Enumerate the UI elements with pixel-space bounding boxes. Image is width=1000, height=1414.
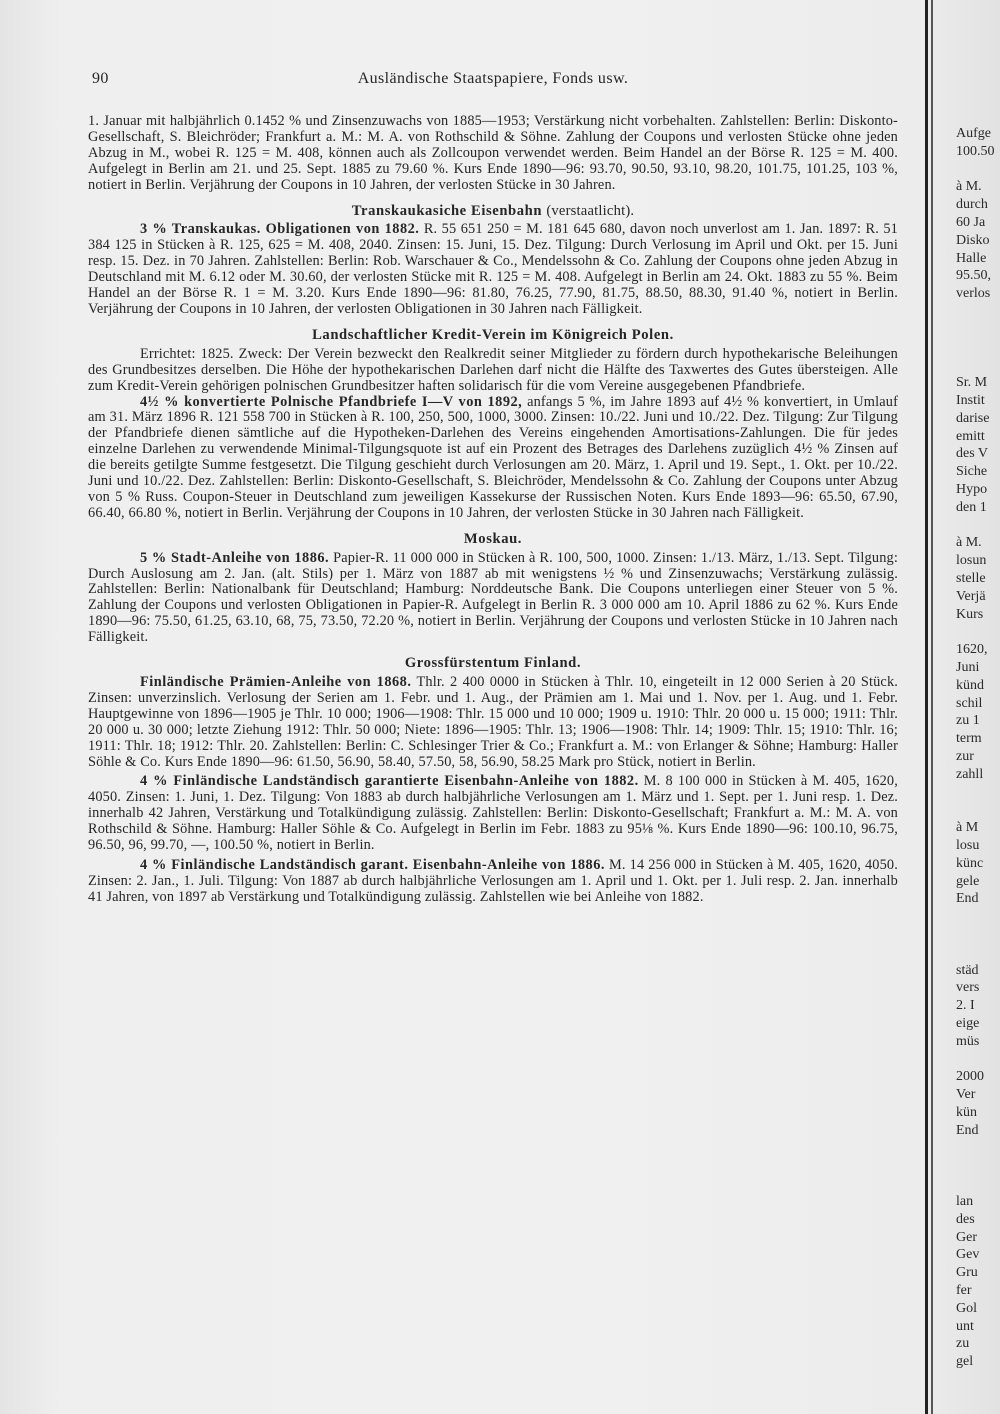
section-heading-grossfuerstentum-finland: Grossfürstentum Finland. <box>404 655 582 672</box>
adjacent-page-fragment: vers <box>956 980 980 996</box>
adjacent-page-fragment: kün <box>956 1105 977 1120</box>
adjacent-page-fragment: zur <box>956 749 974 764</box>
adjacent-page-fragment: 60 Ja <box>956 215 986 230</box>
adjacent-page-fragment: 2. I <box>956 998 975 1014</box>
adjacent-page-fragment: à M. <box>956 179 982 195</box>
adjacent-page-fragment: zahll <box>956 766 984 782</box>
adjacent-page-fragment: Verjä <box>956 588 986 604</box>
section-heading-landschaftlicher-kredit-verein: Landschaftlicher Kredit-Verein im Königreich Polen. <box>312 326 674 343</box>
adjacent-page-fragment: Gev <box>956 1247 980 1263</box>
adjacent-page-fragment: lan <box>956 1194 974 1209</box>
page-number: 90 <box>92 70 109 87</box>
entry-text: Papier-R. 11 000 000 in Stücken à R. 100, 500, 1000. Zinsen: 1./13. März, 1./13. Sept. Tilgung: Durch Auslosung am 2. Jan. (alt. Stils) per 1. März von 1887 ab mit wenigstens ½ % und Zinsenzuwachs; Verstärkung zulässig. Zahlstellen: Berlin: Nationalbank für Deutschland; Hamburg: Norddeutsche Bank. Die Coupons unterliegen einer Steuer von 5 %. Zahlung der Coupons und verlosten Obligationen in Papier-R. Aufgelegt in Berlin R. 3 000 000 am 10. April 1886 zu 62 %. Kurs Ende 1890—96: 75.50, 61.25, 63.10, 68, 75, 73.50, 72.20 %, notiert in Berlin. Verjährung der Coupons und verlosten Stücke in 10 Jahren nach Fälligkeit. <box>88 549 898 646</box>
entry-text: M. 14 256 000 in Stücken à M. 405, 1620, 4050. Zinsen: 2. Jan., 1. Juli. Tilgung: Von 1887 ab durch halbjährliche Verlosungen am 1. April und 1. Okt. per 1. Juli resp. 2. Jan. innerhalb 41 Jahren, von 1897 ab Verstärkung und Totalkündigung zulässig. Zahlstellen wie bei Anleihe von 1882. <box>88 856 898 905</box>
adjacent-page-fragment: den 1 <box>956 499 987 515</box>
entry-text: M. 8 100 000 in Stücken à M. 405, 1620, 4050. Zinsen: 1. Juni, 1. Dez. Tilgung: Von 1883 ab durch halbjährliche Verlosungen am 1. März und 1. Sept. per 1. Juni resp. 1. Dez. innerhalb 42 Jahren, Verstärkung und Totalkündigung zulässig. Zahlstellen: Berlin: Diskonto-Gesellschaft; Frankfurt a. M.: M. A. von Rothschild & Söhne. Hamburg: Haller Söhle & Co. Aufgelegt in Berlin im Febr. 1883 zu 95⅛ %. Kurs Ende 1890—96: 100.10, 96.75, 96.50, 96, 99.70, —, 100.50 %, notiert in Berlin. <box>88 773 898 854</box>
entry-text: anfangs 5 %, im Jahre 1893 auf 4½ % konvertiert, in Umlauf am 31. März 1896 R. 121 558 700 in Stücken à R. 100, 250, 500, 1000, 3000. Zinsen: 10./22. Juni und 10./22. Dez. Tilgung: Zur Tilgung der Pfandbriefe dienen sämtliche auf die Hypotheken-Darlehen des Vereins eingehenden Amortisations-Zahlungen. Die für jedes einzelne Darlehen zu verwendende Minimal-Tilgungsquote ist auf ein Prozent des Betrages des Darlehens zuzüglich 4½ % Zinsen auf die bereits getilgte Summe festgesetzt. Die Tilgung geschieht durch Verlosungen am 20. März, 1. April und 19. Sept., 1. Okt. per 10./22. Juni und 10./22. Dez. Zahlstellen: Berlin: Diskonto-Gesellschaft, S. Bleichröder, Mendelssohn & Co. Zahlung der Coupons unter Abzug von 5 % Russ. Coupon-Steuer in Deutschland zum jeweiligen Kassekurse der Russischen Noten. Kurs Ende 1893—96: 65.50, 67.90, 66.40, 66.80 %, notiert in Berlin. Verjährung der Coupons in 10 Jahren, der verlosten Stücke in 30 Jahren nach Fälligkeit. <box>88 393 899 521</box>
adjacent-page-fragment: Siche <box>956 464 988 480</box>
page-header <box>88 70 898 96</box>
adjacent-page-fragment: künd <box>956 677 984 693</box>
adjacent-page-fragment: gel <box>956 1354 974 1370</box>
adjacent-page-fragment: stelle <box>956 571 986 586</box>
adjacent-page-fragment: städ <box>956 962 979 978</box>
adjacent-page-fragment: Ger <box>956 1229 977 1245</box>
section-heading-transkaukasiche-eisenbahn <box>88 204 898 220</box>
adjacent-page-fragment: fer <box>956 1283 972 1298</box>
entry-text: R. 55 651 250 = M. 181 645 680, davon noch unverlost am 1. Jan. 1897: R. 51 384 125 in Stücken à R. 125, 625 = M. 408, 2040. Zinsen: 15. Juni, 15. Dez. Tilgung: Durch Verlosung im April und Okt. per 15. Juni resp. 15. Dez. in 70 Jahren. Zahlstellen: Berlin: Rob. Warschauer & Co., Mendelssohn & Co. Zahlung der Coupons ohne jeden Abzug in Deutschland mit M. 6.12 oder M. 30.60, der verlosten Stücke mit R. 125 = M. 408. Aufgelegt in Berlin am 24. Okt. 1883 zu 55 %. Beim Handel an der Börse R. 1 = M. 3.20. Kurs Ende 1890—96: 81.80, 76.25, 77.90, 81.75, 88.50, 88.30, 91.40 %, notiert in Berlin. Verjährung der Coupons in 10 Jahren, der verlosten Obligationen in 30 Jahren nach Fälligkeit. <box>88 221 898 317</box>
entry-heading: 4½ % konvertierte Polnische Pfandbriefe I—V von 1892, <box>140 393 523 410</box>
adjacent-page-fragment: 95.50, <box>956 268 991 284</box>
entry-heading: 4 % Finländische Landständisch garantierte Eisenbahn-Anleihe von 1882. <box>140 773 639 790</box>
entry-heading: 4 % Finländische Landständisch garant. Eisenbahn-Anleihe von 1886. <box>140 856 605 873</box>
adjacent-page-fragment: müs <box>956 1033 980 1049</box>
entry-transkaukas-obligationen <box>88 222 898 317</box>
adjacent-page-fragment: zu <box>956 1336 970 1352</box>
adjacent-page-fragment: End <box>956 1122 979 1138</box>
adjacent-page-fragment: unt <box>956 1318 974 1334</box>
entry-heading: Finländische Prämien-Anleihe von 1868. <box>140 674 412 690</box>
entry-text: Thlr. 2 400 0000 in Stücken à Thlr. 10, eingeteilt in 12 000 Serien à 20 Stück. Zinsen: unverzinslich. Verlosung der Serien am 1. Febr. und 1. Aug., der Prämien am 1. Mai und 1. Nov. per 1. Aug. und 1. Febr. Hauptgewinne von 1896—1905 je Thlr. 10 000; 1906—1908: Thlr. 15 000 und 10 000; 1909 u. 1910: Thlr. 20 000 u. 15 000; 1911: Thlr. 20 000 u. 30 000; letzte Ziehung 1912: Thlr. 50 000; Niete: 1896—1905: Thlr. 13; 1906—1908: Thlr. 14; 1909: Thlr. 15; 1910: Thlr. 16; 1911: Thlr. 18; 1912: Thlr. 20. Zahlstellen: Berlin: C. Schlesinger Trier & Co.; Frankfurt a. M.: von Erlanger & Söhne; Hamburg: Haller Söhle & Co. Kurs Ende 1890—96: 61.50, 56.90, 58.40, 57.50, 58, 56.90, 58.25 Mark pro Stück, notiert in Berlin. <box>88 674 898 770</box>
adjacent-page-fragment: Juni <box>956 660 980 675</box>
adjacent-page-fragment: des V <box>956 446 989 462</box>
adjacent-page-fragment: End <box>956 891 979 907</box>
adjacent-page-fragment: darise <box>956 410 990 426</box>
adjacent-page-fragment: 1620, <box>956 642 988 658</box>
paragraph-kredit-verein-description: Errichtet: 1825. Zweck: Der Verein bezweckt den Realkredit seiner Mitglieder zu fördern durch hypothekarische Beleihungen des Grundbesitzes derselben. Die Höhe der hypothekarischen Darlehen darf nicht die Hälfte des Taxwertes des Gutes übersteigen. Alle zum Kredit-Verein gehörigen polnischen Grundbesitzer haften solidarisch für die vom Vereine ausgegebenen Pfandbriefe. <box>88 345 898 394</box>
adjacent-page-fragment: zu 1 <box>956 713 980 729</box>
adjacent-page-fragment: emitt <box>956 428 985 444</box>
adjacent-page-fragment: à M. <box>956 535 982 551</box>
page-gutter <box>925 0 928 1414</box>
page-gutter-shadow <box>931 0 933 1414</box>
adjacent-page-fragment: 100.50 <box>956 143 995 159</box>
entry-heading: 3 % Transkaukas. Obligationen von 1882. <box>140 221 420 238</box>
adjacent-page-fragment: 2000 <box>956 1069 984 1085</box>
adjacent-page-fragment: à M <box>956 820 979 836</box>
adjacent-page-fragment: des <box>956 1211 975 1227</box>
adjacent-page-fragment: Aufge <box>956 126 991 141</box>
adjacent-page-fragment: durch <box>956 197 988 213</box>
adjacent-page-fragment: Instit <box>956 393 985 408</box>
adjacent-page-fragment: Gol <box>956 1300 977 1316</box>
adjacent-page-fragment: losu <box>956 838 980 853</box>
adjacent-page-fragment: gele <box>956 873 980 889</box>
entry-finlaendische-praemien-anleihe <box>88 675 898 770</box>
section-heading-subtitle: (verstaatlicht). <box>546 202 635 219</box>
adjacent-page-fragment: schil <box>956 695 983 711</box>
adjacent-page-fragment: Gru <box>956 1265 978 1281</box>
adjacent-page-fragment: Disko <box>956 232 990 248</box>
adjacent-page-fragment: Halle <box>956 250 987 266</box>
main-text-column <box>88 114 898 906</box>
entry-stadt-anleihe <box>88 551 898 646</box>
adjacent-page-fragment: term <box>956 731 982 747</box>
adjacent-page-fragment: eige <box>956 1016 980 1031</box>
entry-polnische-pfandbriefe <box>88 395 898 522</box>
section-heading-moskau: Moskau. <box>463 530 523 547</box>
entry-heading: 5 % Stadt-Anleihe von 1886. <box>140 549 330 566</box>
adjacent-page-fragment: losun <box>956 553 987 569</box>
adjacent-page-fragment: Kurs <box>956 606 984 622</box>
adjacent-page-fragment: Sr. M <box>956 375 988 391</box>
adjacent-page-fragment: verlos <box>956 286 991 302</box>
adjacent-page-fragment: künc <box>956 855 984 871</box>
section-heading-title: Transkaukasiche Eisenbahn <box>351 202 543 219</box>
adjacent-page-fragment: Hypo <box>956 482 988 497</box>
running-title: Ausländische Staatspapiere, Fonds usw. <box>357 70 629 87</box>
adjacent-page-edge <box>956 0 1000 1414</box>
adjacent-page-fragment: Ver <box>956 1087 976 1103</box>
paragraph-continuation: 1. Januar mit halbjährlich 0.1452 % und Zinsenzuwachs von 1885—1953; Verstärkung nicht vorbehalten. Zahlstellen: Berlin: Diskonto-Gesellschaft, S. Bleichröder; Frankfurt a. M.: M. A. von Rothschild & Söhne. Zahlung der Coupons und verlosten Stücke ohne jeden Abzug in M., wobei R. 125 = M. 408, können auch als Zollcoupon verwendet werden. Beim Handel an der Börse R. 125 = M. 400. Aufgelegt in Berlin am 21. und 25. Sept. 1885 zu 79.60 %. Kurs Ende 1890—96: 93.70, 90.50, 93.10, 98.20, 101.75, 101.25, 103 %, notiert in Berlin. Verjährung der Coupons in 10 Jahren, der verlosten Stücke in 30 Jahren. <box>88 113 898 193</box>
entry-eisenbahn-anleihe-1886 <box>88 858 898 906</box>
entry-eisenbahn-anleihe-1882 <box>88 774 898 854</box>
